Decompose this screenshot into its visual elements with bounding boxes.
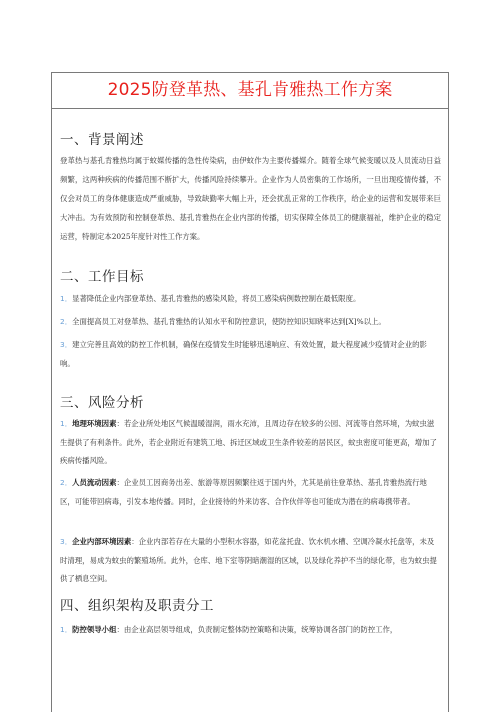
list-item: 1．地理环境因素：若企业所处地区气候温暖湿润，雨水充沛，且周边存在较多的公园、河流等自然环境，为蚊虫滋生提供了有利条件。此外，若企业附近有建筑工地、拆迁区域或卫生条件较差的居民区，蚊虫密度可能更高，增加了疾病传播风险。 [60,419,437,465]
section-heading-background: 一、背景阐述 [60,132,144,148]
list-item: 1．防控领导小组：由企业高层领导组成，负责制定整体防控策略和决策，统筹协调各部门的防控工作， [60,625,398,634]
background-paragraph: 登革热与基孔肯雅热均属于蚊媒传播的急性传染病，由伊蚊作为主要传播媒介。随着全球气候变暖以及人员流动日益频繁，这两种疾病的传播范围不断扩大，传播风险持续攀升。企业作为人员密集的工作场所，一旦出现疫情传播，不仅会对员工的身体健康造成严重威胁，导致缺勤率大幅上升，还会扰乱正常的工作秩序，给企业的运营和发展带来巨大冲击。为有效预防和控制登革热、基孔肯雅热在企业内部的传播，切实保障全体员工的健康福祉，维护企业的稳定运营，特制定本2025年度针对性工作方案。 [60,156,441,241]
section-heading-risks: 三、风险分析 [60,395,144,411]
list-item: 2．人员流动因素：企业员工因商务出差、旅游等原因频繁往返于国内外，尤其是前往登革热、基孔肯雅热流行地区，可能带回病毒，引发本地传播。同时，企业接待的外来访客、合作伙伴等也可能成为潜在的病毒携带者。 [60,478,427,506]
section-heading-goals: 二、工作目标 [60,269,144,285]
list-item: 1．显著降低企业内部登革热、基孔肯雅热的感染风险，将员工感染病例数控制在最低限度。 [60,294,361,303]
page-title: 2025防登革热、基孔肯雅热工作方案 [107,80,393,100]
list-item: 3．企业内部环境因素：企业内部若存在大量的小型积水容器，如花盆托盘、饮水机水槽、空调冷凝水托盘等，未及时清理，易成为蚊虫的繁殖场所。此外，仓库、地下室等阴暗潮湿的区域，以及绿化养护不当的绿化带，也为蚊虫提供了栖息空间。 [60,537,437,583]
section-heading-organization: 四、组织架构及职责分工 [60,598,214,614]
title-row [52,73,448,109]
list-item: 2．全面提高员工对登革热、基孔肯雅热的认知水平和防控意识，使防控知识知晓率达到[X]%以上。 [60,317,386,326]
list-item: 3．建立完善且高效的防控工作机制，确保在疫情发生时能够迅速响应、有效处置，最大程度减少疫情对企业的影响。 [60,340,427,368]
